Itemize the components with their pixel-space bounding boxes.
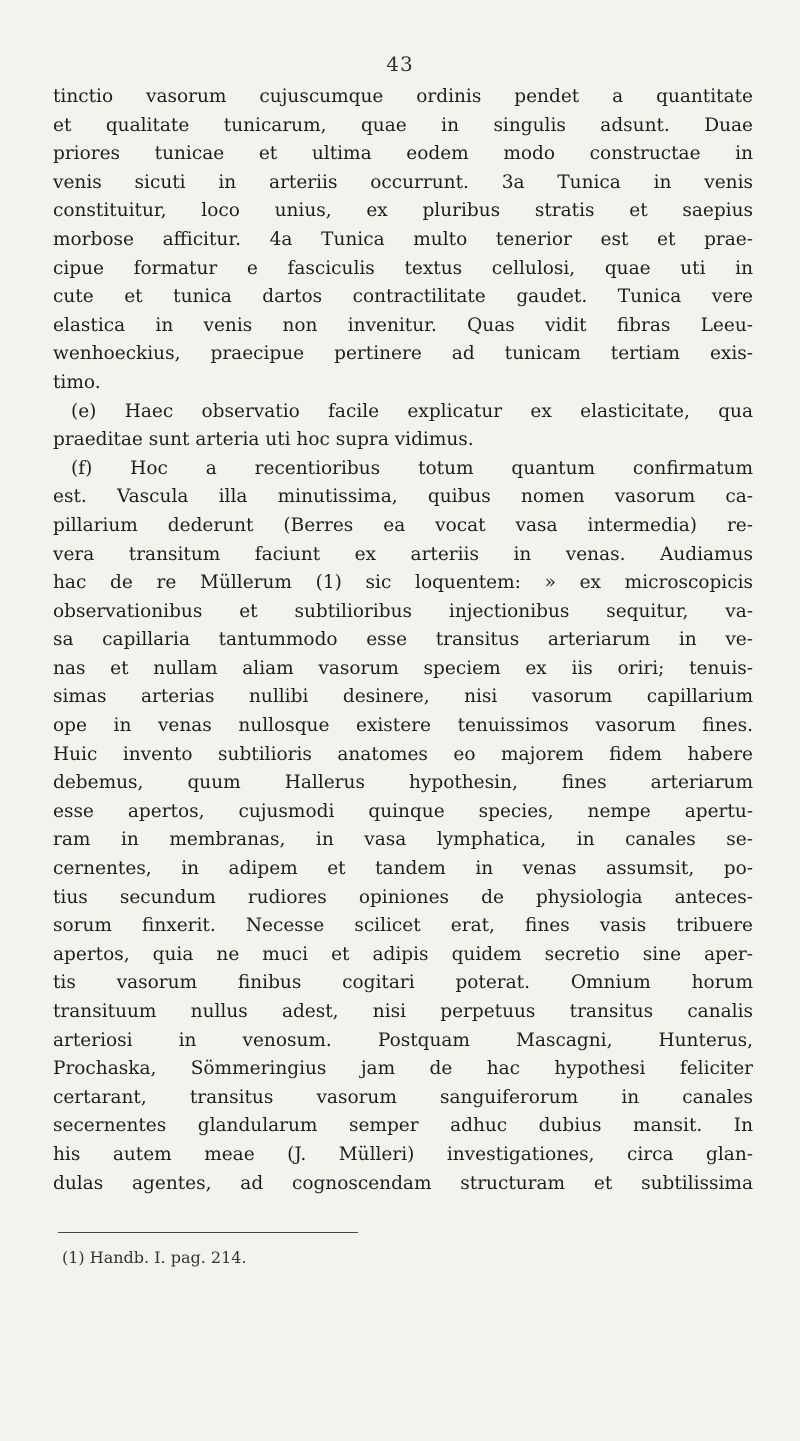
text-line: praeditae sunt arteria uti hoc supra vidimus.: [53, 429, 474, 451]
text-line: apertos, quia ne muci et adipis quidem secretio sine aper-: [53, 943, 753, 965]
body-text: [53, 83, 753, 1198]
text-line: certarant, transitus vasorum sanguiferorum in canales: [53, 1086, 753, 1108]
text-line: Prochaska, Sömmeringius jam de hac hypothesi feliciter: [53, 1058, 753, 1080]
text-line: priores tunicae et ultima eodem modo constructae in: [53, 143, 753, 165]
text-line: nas et nullam aliam vasorum speciem ex iis oriri; tenuis-: [53, 657, 753, 679]
text-line: observationibus et subtilioribus injectionibus sequitur, va-: [53, 600, 753, 622]
text-line: et qualitate tunicarum, quae in singulis adsunt. Duae: [53, 114, 753, 136]
text-line: wenhoeckius, praecipue pertinere ad tunicam tertiam exis-: [53, 343, 753, 365]
footnote-rule: [58, 1232, 358, 1233]
text-line: debemus, quum Hallerus hypothesin, fines arteriarum: [53, 772, 753, 794]
text-line: dulas agentes, ad cognoscendam structuram et subtilissima: [53, 1172, 753, 1194]
text-line: cipue formatur e fasciculis textus cellulosi, quae uti in: [53, 257, 753, 279]
text-line: venis sicuti in arteriis occurrunt. 3a Tunica in venis: [53, 171, 753, 193]
text-line: transituum nullus adest, nisi perpetuus transitus canalis: [53, 1001, 753, 1022]
text-line: ope in venas nullosque existere tenuissimos vasorum fines.: [53, 715, 753, 737]
text-line: his autem meae (J. Mülleri) investigationes, circa glan-: [53, 1143, 753, 1165]
text-line: (e) Haec observatio facile explicatur ex elasticitate, qua: [71, 400, 753, 422]
text-line: elastica in venis non invenitur. Quas vidit fibras Leeu-: [53, 314, 753, 336]
text-line: vera transitum faciunt ex arteriis in venas. Audiamus: [53, 543, 753, 565]
text-line: (f) Hoc a recentioribus totum quantum confirmatum: [71, 457, 753, 479]
text-line: timo.: [53, 371, 101, 393]
text-line: est. Vascula illa minutissima, quibus nomen vasorum ca-: [53, 486, 753, 508]
text-line: cute et tunica dartos contractilitate gaudet. Tunica vere: [53, 286, 753, 308]
text-line: hac de re Müllerum (1) sic loquentem: » ex microscopicis: [53, 572, 753, 594]
text-line: ram in membranas, in vasa lymphatica, in canales se-: [53, 829, 753, 851]
text-line: sorum finxerit. Necesse scilicet erat, fines vasis tribuere: [53, 915, 753, 937]
text-line: secernentes glandularum semper adhuc dubius mansit. In: [53, 1115, 753, 1137]
text-line: constituitur, loco unius, ex pluribus stratis et saepius: [53, 200, 753, 222]
text-line: arteriosi in venosum. Postquam Mascagni, Hunterus,: [53, 1029, 753, 1051]
text-line: esse apertos, cujusmodi quinque species, nempe apertu-: [53, 800, 753, 822]
text-line: simas arterias nullibi desinere, nisi vasorum capillarium: [53, 686, 753, 708]
text-line: tinctio vasorum cujuscumque ordinis pendet a quantitate: [53, 86, 753, 107]
text-line: sa capillaria tantummodo esse transitus arteriarum in ve-: [53, 629, 753, 651]
text-line: tius secundum rudiores opiniones de physiologia anteces-: [53, 886, 753, 908]
text-line: Huic invento subtilioris anatomes eo majorem fidem habere: [53, 743, 753, 765]
text-line: morbose afficitur. 4a Tunica multo tenerior est et prae-: [53, 228, 753, 250]
text-line: cernentes, in adipem et tandem in venas assumsit, po-: [53, 858, 753, 880]
text-line: pillarium dederunt (Berres ea vocat vasa intermedia) re-: [53, 514, 753, 536]
page-number: 43: [386, 52, 414, 76]
footnote: (1) Handb. I. pag. 214.: [62, 1248, 247, 1267]
text-line: tis vasorum finibus cogitari poterat. Omnium horum: [53, 972, 753, 994]
